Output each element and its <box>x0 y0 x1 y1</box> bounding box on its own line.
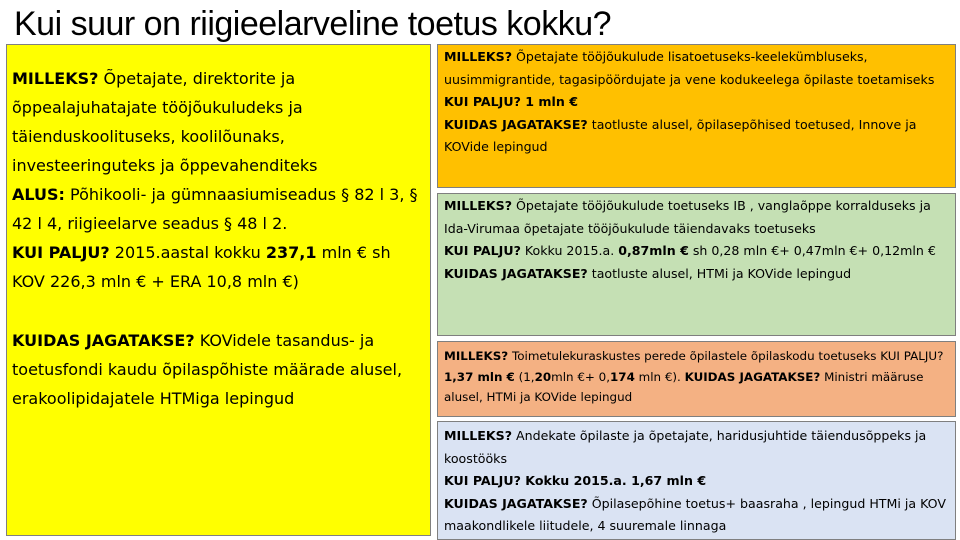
total-amount: 237,1 <box>265 243 317 262</box>
alus-text: Põhikooli- ja gümnaasiumiseadus § 82 l 3, § 42 l 4, riigieelarve seadus § 48 l 2. <box>12 185 418 233</box>
amount-detail-bold: 174 <box>610 369 635 384</box>
milleks-label: MILLEKS? <box>12 69 99 88</box>
kui-palju: KUI PALJU? 1 mln € <box>444 94 578 109</box>
kuidas-label: KUIDAS JAGATAKSE? <box>684 369 821 384</box>
gifted-students-box <box>437 421 956 540</box>
kuidas-text: Ministri määruse alusel, HTMi ja KOVide lepingud <box>444 369 924 404</box>
milleks-label: MILLEKS? <box>444 198 513 213</box>
kuidas-label: KUIDAS JAGATAKSE? <box>444 116 588 132</box>
alus-label: ALUS: <box>12 185 65 204</box>
kuidas-text: taotluste alusel, õpilasepõhised toetused, Innove ja KOVide lepingud <box>444 116 917 154</box>
kuidas-text: taotluste alusel, HTMi ja KOVide lepingud <box>587 265 852 281</box>
amount-detail-bold: 20 <box>534 369 552 384</box>
kui-palju-amount: 0,87mln € <box>618 243 689 258</box>
milleks-label: MILLEKS? <box>444 349 509 363</box>
page-title: Kui suur on riigieelarveline toetus kokku? <box>14 5 612 43</box>
amount: 1,37 mln € <box>444 369 515 384</box>
kui-palju: KUI PALJU? Kokku 2015.a. 1,67 mln € <box>444 473 707 488</box>
milleks-text: Toimetulekuraskustes perede õpilastele õpilaskodu toetuseks KUI PALJU? <box>508 349 944 363</box>
milleks-text: Õpetajate, direktorite ja õppealajuhatajate tööjõukuludeks ja täienduskoolituseks, koolilõunaks, investeeringuteks ja õppevahenditeks <box>12 69 318 175</box>
purpose-basis-amount-block <box>12 64 422 296</box>
amount-detail: mln €). <box>634 369 685 384</box>
kui-palju-breakdown: mln € sh KOV 226,3 mln € + ERA 10,8 mln €) <box>12 243 391 291</box>
milleks-text: Õpetajate tööjõukulude lisatoetuseks-keelekümbluseks, uusimmigrantide, tagasipöördujate ja vene kodukeelega õpilaste toetamiseks <box>444 49 935 87</box>
ib-prison-idavirumaa-box <box>437 193 956 336</box>
milleks-text: Õpetajate tööjõukulude toetuseks IB , vanglaõppe korralduseks ja Ida-Virumaa õpetajate tööjõukulude täiendavaks toetuseks <box>444 198 931 236</box>
kuidas-text: Õpilasepõhine toetus+ baasraha , lepingud HTMi ja KOV maakondlikele liitudele, 4 suuremale linnaga <box>444 495 946 533</box>
milleks-label: MILLEKS? <box>444 428 513 443</box>
kuidas-label: KUIDAS JAGATAKSE? <box>444 265 588 281</box>
kui-palju-label: KUI PALJU? <box>444 243 521 258</box>
milleks-label: MILLEKS? <box>444 49 513 64</box>
language-immersion-box <box>437 44 956 188</box>
kuidas-label: KUIDAS JAGATAKSE? <box>12 331 195 350</box>
amount-detail: (1, <box>514 369 535 384</box>
kui-palju-text: Kokku 2015.a. <box>520 243 619 258</box>
kui-palju-label: KUI PALJU? <box>12 243 110 262</box>
kuidas-text: KOVidele tasandus- ja toetusfondi kaudu õpilaspõhiste määrade alusel, erakoolipidajatele HTMiga lepingud <box>12 331 403 408</box>
amount-detail: mln €+ 0, <box>551 369 611 384</box>
kuidas-label: KUIDAS JAGATAKSE? <box>444 495 588 511</box>
milleks-text: Andekate õpilaste ja õpetajate, haridusjuhtide täiendusõppeks ja koostööks <box>444 428 927 466</box>
boarding-school-box <box>437 341 956 417</box>
kui-palju-breakdown: sh 0,28 mln €+ 0,47mln €+ 0,12mln € <box>688 243 936 258</box>
distribution-block <box>12 326 422 413</box>
kui-palju-text: 2015.aastal kokku <box>109 243 266 262</box>
